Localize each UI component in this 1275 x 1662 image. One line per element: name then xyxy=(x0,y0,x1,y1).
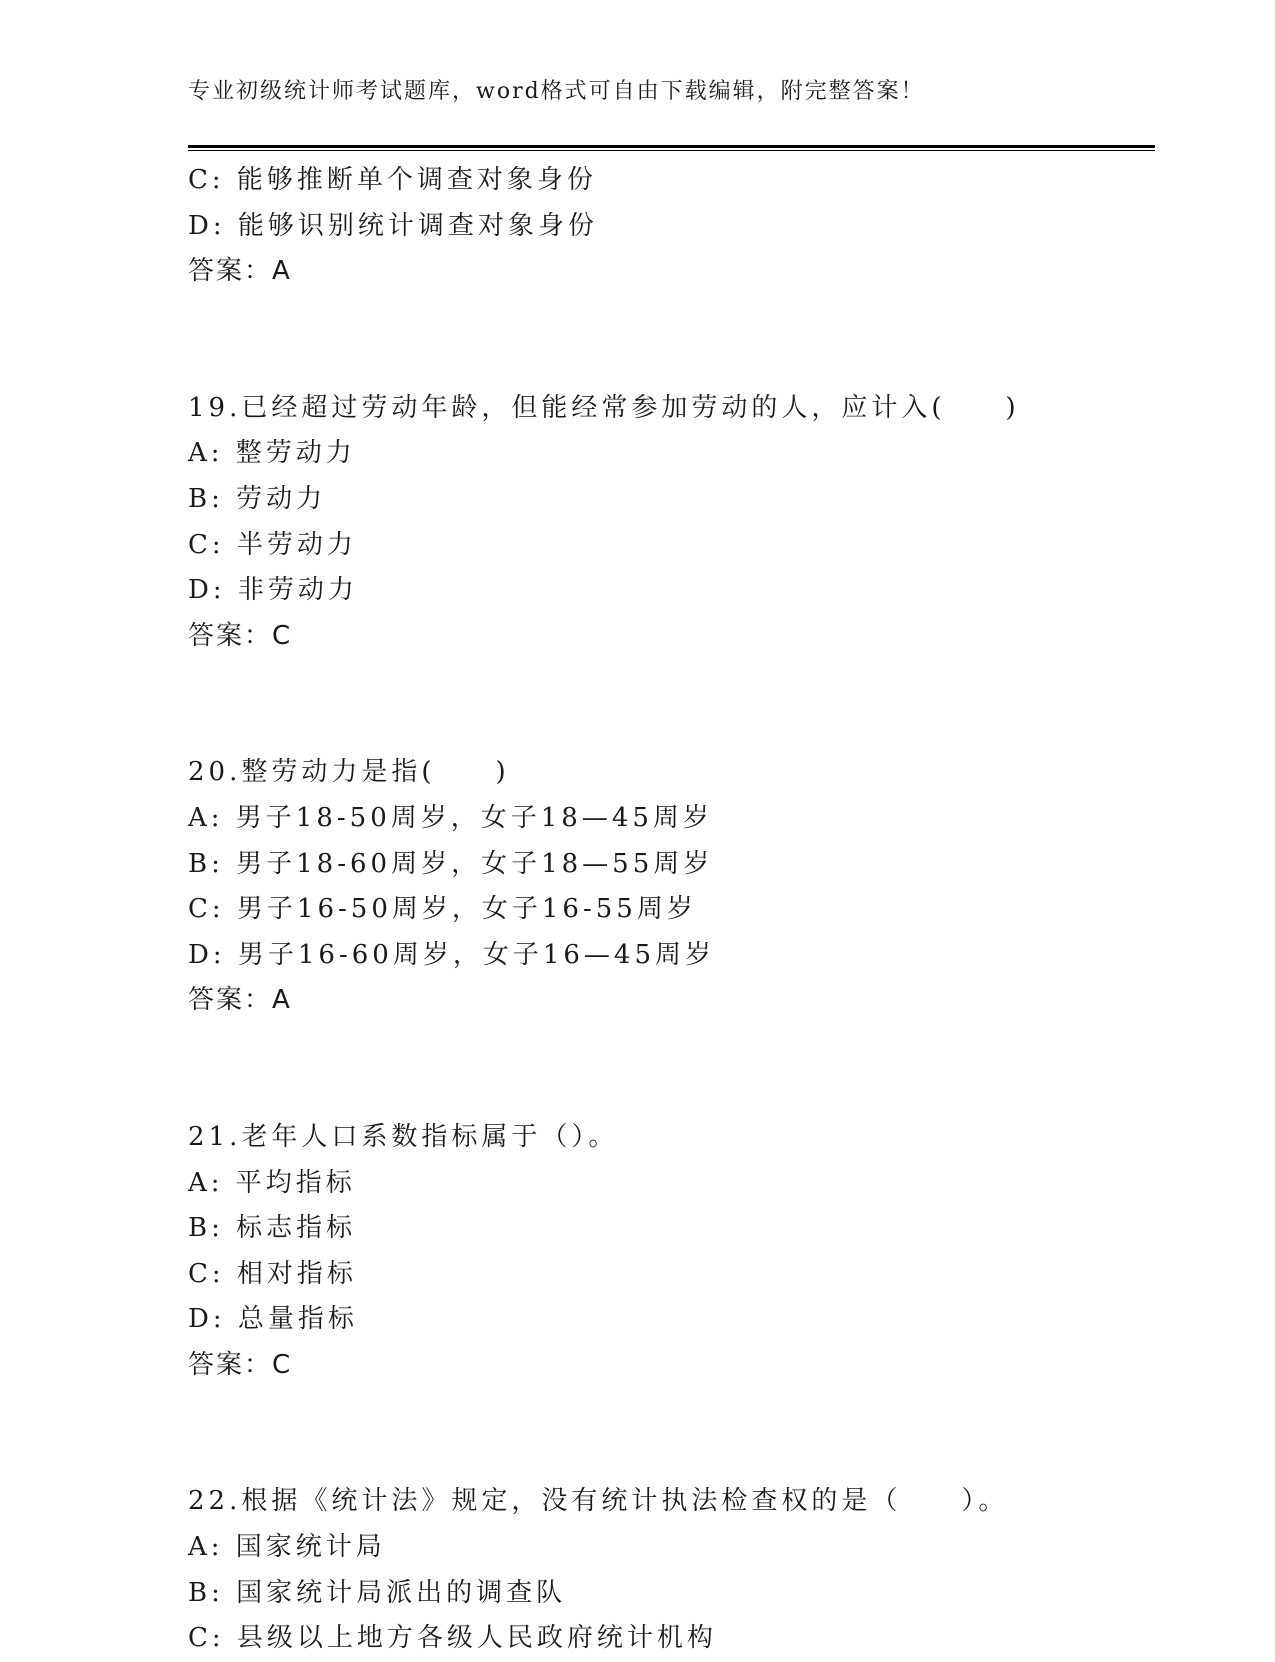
option-d: D: 总量指标 xyxy=(188,1304,358,1335)
answer-line: 答案：C xyxy=(188,620,293,651)
option-c: C: 男子16-50周岁，女子16-55周岁 xyxy=(188,894,697,925)
answer-line: 答案：A xyxy=(188,985,292,1016)
option-c: C: 县级以上地方各级人民政府统计机构 xyxy=(188,1623,717,1654)
option-d: D: 非劳动力 xyxy=(188,575,358,606)
option-b: B: 标志指标 xyxy=(188,1213,357,1244)
option-d: D: 能够识别统计调查对象身份 xyxy=(188,210,598,241)
option-b: B: 男子18-60周岁，女子18—55周岁 xyxy=(188,848,714,879)
answer-line: 答案：C xyxy=(188,1349,293,1380)
block-gap xyxy=(188,659,1148,750)
option-a: A: 平均指标 xyxy=(188,1167,356,1198)
header-rule-thick xyxy=(188,145,1155,148)
header-rule-thin xyxy=(188,150,1155,151)
question-stem: 20.整劳动力是指( ) xyxy=(188,757,510,788)
option-c: C: 半劳动力 xyxy=(188,529,357,560)
question-block xyxy=(188,386,1148,660)
block-gap xyxy=(188,1388,1148,1479)
question-block xyxy=(188,750,1148,1024)
question-stem: 22.根据《统计法》规定，没有统计执法检查权的是（ ）。 xyxy=(188,1486,1009,1517)
question-stem: 21.老年人口系数指标属于（）。 xyxy=(188,1121,619,1152)
block-gap xyxy=(188,295,1148,386)
option-a: A: 国家统计局 xyxy=(188,1532,386,1563)
page-header: 专业初级统计师考试题库，word格式可自由下载编辑，附完整答案！ xyxy=(188,79,925,104)
option-a: A: 男子18-50周岁，女子18—45周岁 xyxy=(188,802,713,833)
option-b: B: 国家统计局派出的调查队 xyxy=(188,1577,567,1608)
question-block xyxy=(188,158,1148,295)
answer-line: 答案：A xyxy=(188,256,292,287)
option-c: C: 相对指标 xyxy=(188,1258,357,1289)
option-b: B: 劳动力 xyxy=(188,483,327,514)
question-list xyxy=(188,158,1148,1662)
question-stem: 19.已经超过劳动年龄，但能经常参加劳动的人，应计入( ) xyxy=(188,392,1020,423)
option-d: D: 男子16-60周岁，女子16—45周岁 xyxy=(188,939,715,970)
block-gap xyxy=(188,1024,1148,1115)
question-block xyxy=(188,1479,1148,1661)
question-block xyxy=(188,1115,1148,1389)
option-c: C: 能够推断单个调查对象身份 xyxy=(188,165,597,195)
option-a: A: 整劳动力 xyxy=(188,438,356,469)
